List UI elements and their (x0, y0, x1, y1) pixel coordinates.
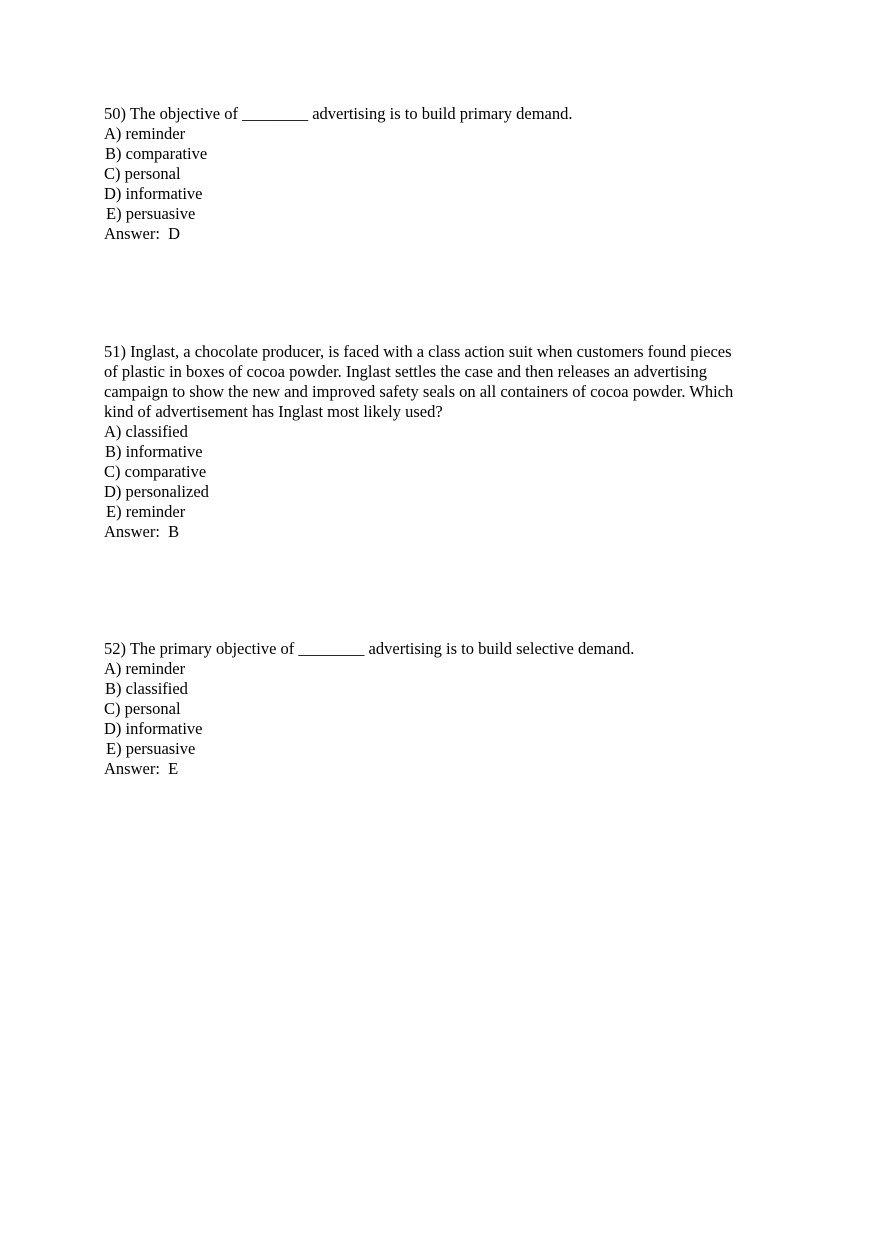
option-a: A) reminder (104, 659, 186, 678)
option-d: D) personalized (104, 482, 209, 501)
question-51 (104, 342, 776, 542)
question-text-line: campaign to show the new and improved safety seals on all containers of cocoa powder. Which (104, 382, 734, 401)
option-e: E) persuasive (106, 204, 196, 223)
option-b: B) informative (105, 442, 203, 461)
answer-options (104, 659, 776, 759)
question-50 (104, 104, 776, 244)
option-c: C) personal (104, 699, 181, 718)
question-text: 52) The primary objective of ________ advertising is to build selective demand. (104, 639, 635, 658)
option-e: E) persuasive (106, 739, 196, 758)
option-a: A) reminder (104, 124, 186, 143)
option-b: B) comparative (105, 144, 208, 163)
option-d: D) informative (104, 184, 203, 203)
option-c: C) comparative (104, 462, 207, 481)
question-text-line: kind of advertisement has Inglast most likely used? (104, 402, 443, 421)
answer-options (104, 422, 776, 522)
option-e: E) reminder (106, 502, 186, 521)
question-text-line: 51) Inglast, a chocolate producer, is faced with a class action suit when customers found pieces (104, 342, 732, 361)
question-text-line: of plastic in boxes of cocoa powder. Inglast settles the case and then releases an advertising (104, 362, 707, 381)
option-a: A) classified (104, 422, 188, 441)
option-c: C) personal (104, 164, 181, 183)
answer-options (104, 124, 776, 224)
answer-key: Answer: D (104, 224, 181, 243)
option-b: B) classified (105, 679, 188, 698)
option-d: D) informative (104, 719, 203, 738)
answer-key: Answer: B (104, 522, 180, 541)
answer-key: Answer: E (104, 759, 179, 778)
question-text: 50) The objective of ________ advertising is to build primary demand. (104, 104, 573, 123)
question-52 (104, 639, 776, 779)
